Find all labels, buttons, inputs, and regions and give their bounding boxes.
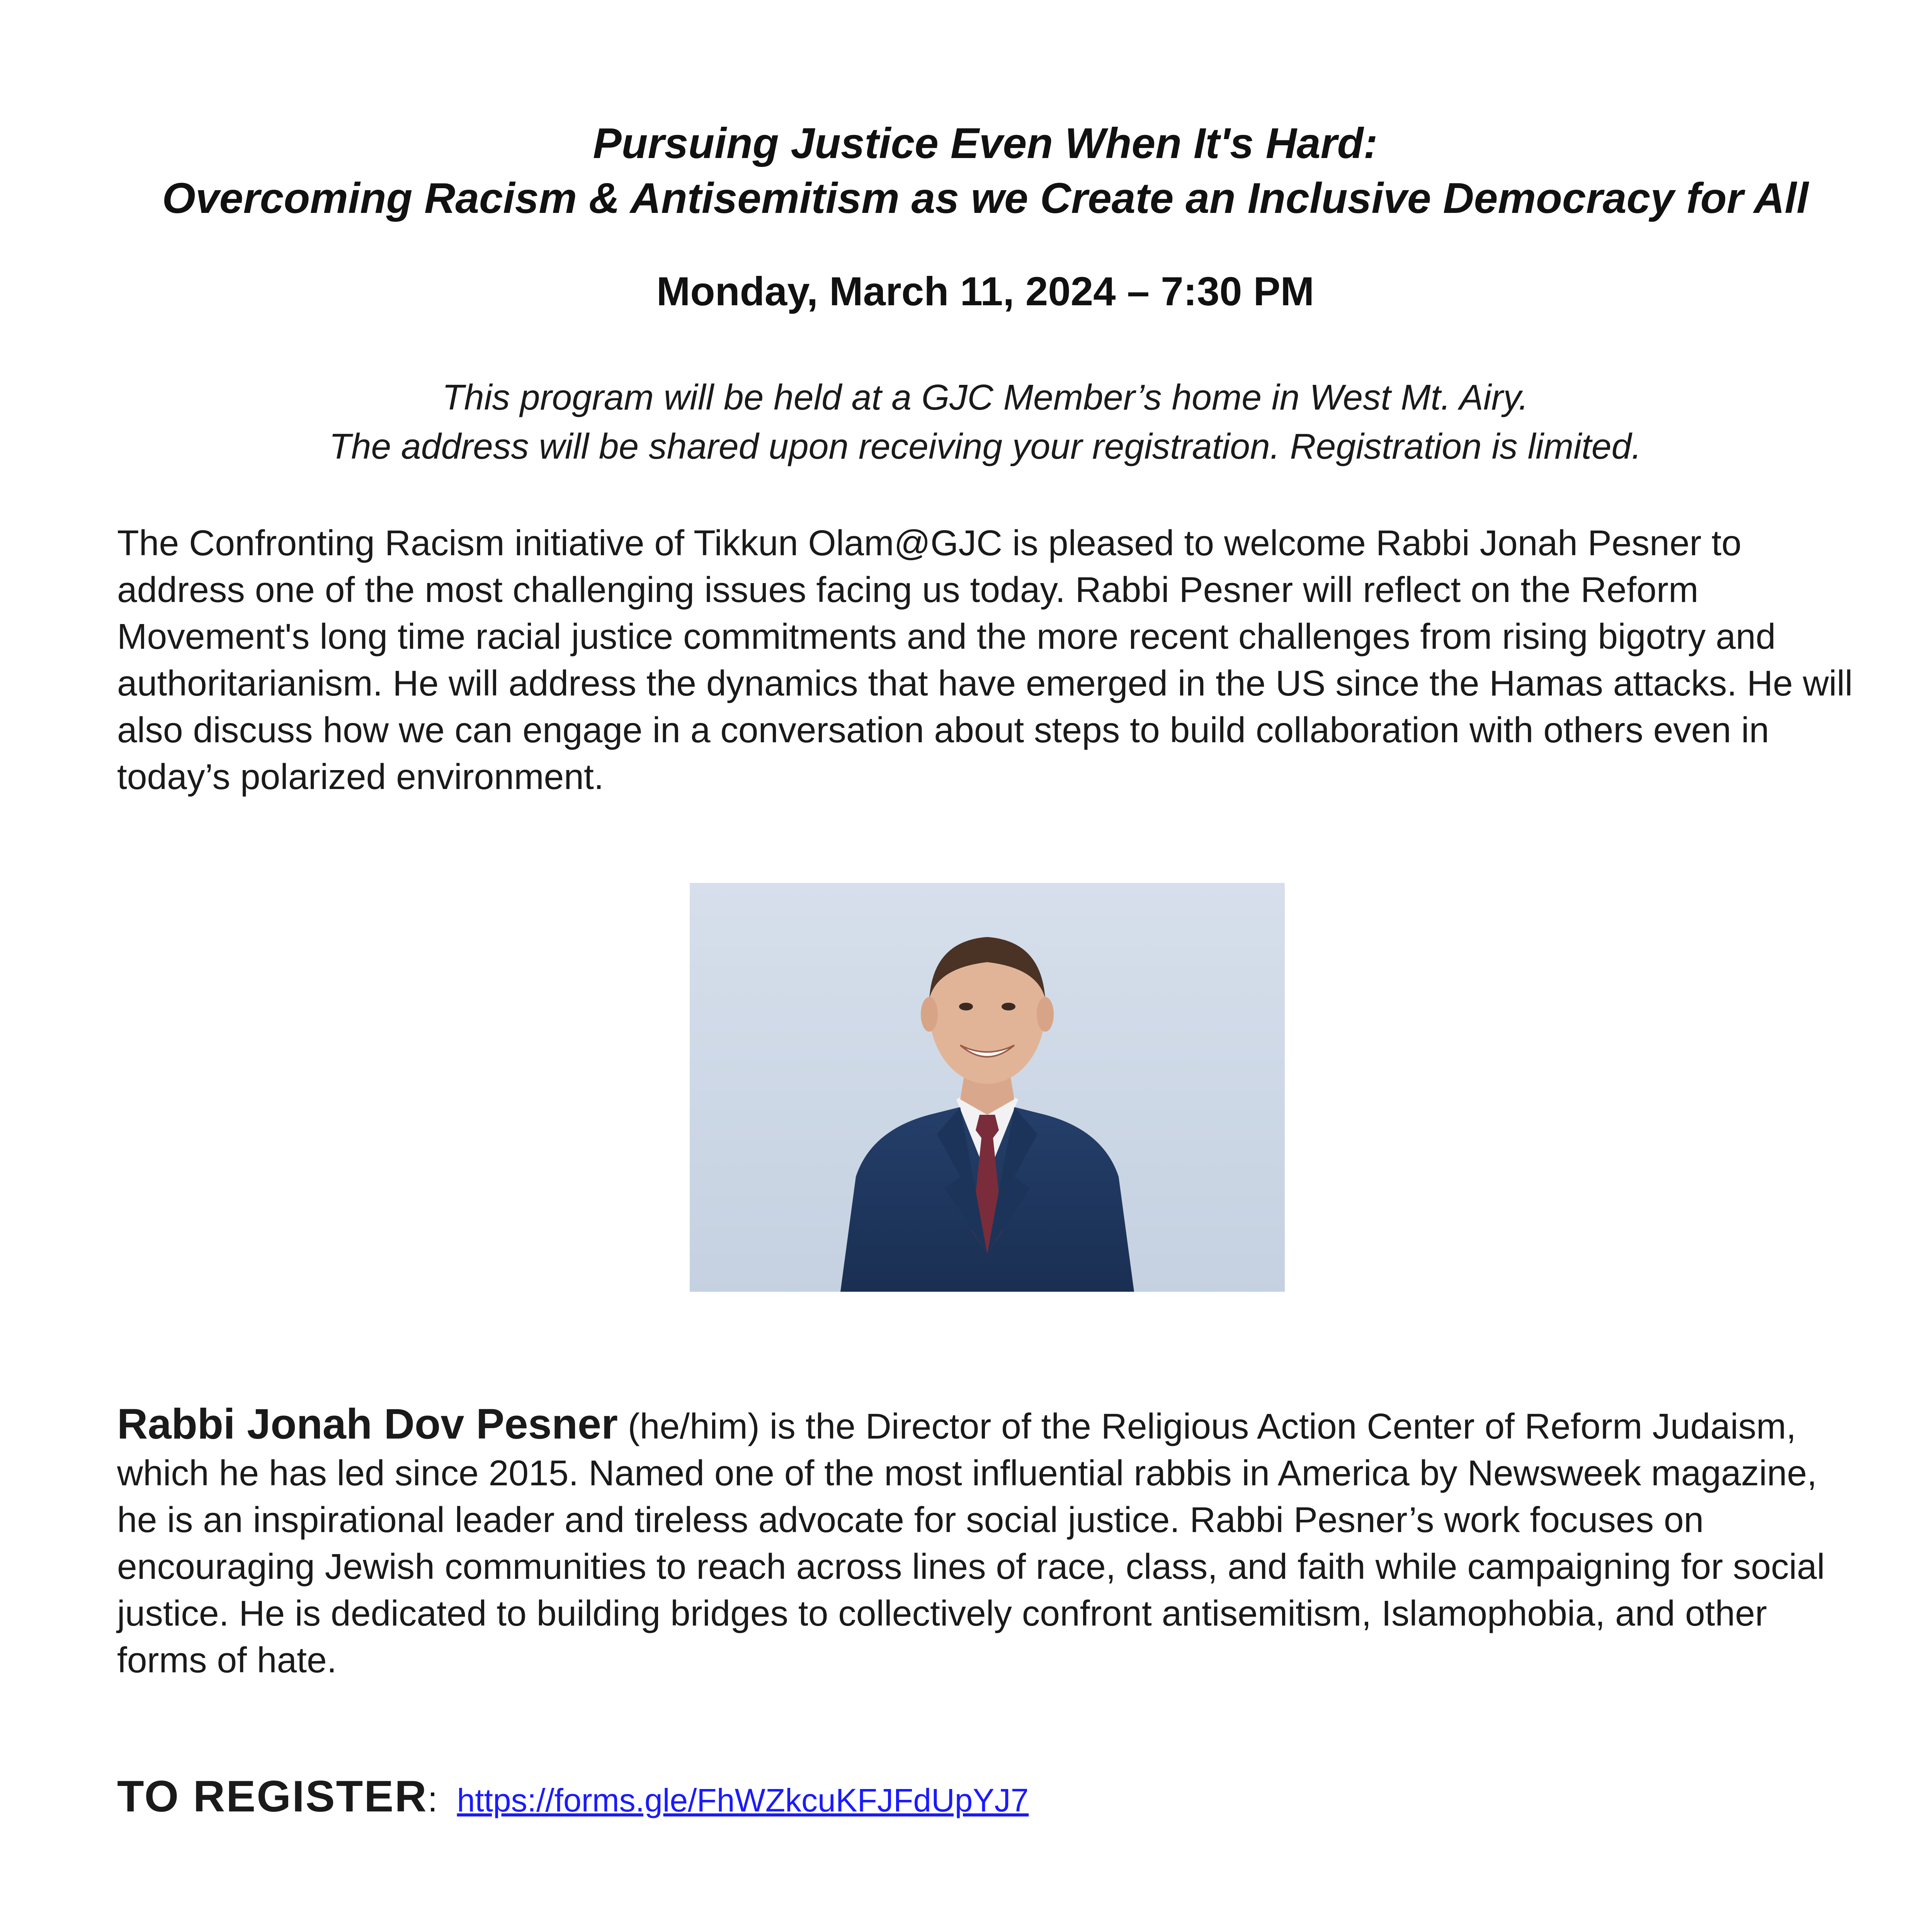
title-line-2: Overcoming Racism & Antisemitism as we Create an Inclusive Democracy for All [162, 174, 1809, 222]
intro-text: The Confronting Racism initiative of Tikkun Olam@GJC is pleased to welcome Rabbi Jonah Pesner to address one of the most challenging issues facing us today. Rabbi Pesner will reflect on the Reform Movement's long time racial justice commitments and the more recent challenges from rising bigotry and authoritarianism. He will address the dynamics that have emerged in the US since the Hamas attacks. He will also discuss how we can engage in a conversation about steps to build collaboration with others even in today’s polarized environment. [117, 523, 1853, 797]
registration-line [117, 1772, 1856, 1825]
speaker-portrait-photo [690, 883, 1285, 1292]
event-title [0, 116, 1932, 226]
intro-paragraph [117, 520, 1856, 800]
portrait-image [690, 883, 1285, 1292]
location-note [0, 373, 1932, 471]
register-colon: : [427, 1779, 438, 1819]
register-label: TO REGISTER [117, 1772, 428, 1821]
speaker-name: Rabbi Jonah Dov Pesner [117, 1400, 618, 1448]
speaker-bio [117, 1401, 1856, 1684]
event-date-time: Monday, March 11, 2024 – 7:30 PM [656, 269, 1315, 314]
location-line-2: The address will be shared upon receiving your registration. Registration is limited. [329, 426, 1642, 466]
bio-text: is the Director of the Religious Action Center of Reform Judaism, which he has led since 2015. Named one of the most influential rabbis in America by Newsweek magazine, he is an inspirational leader and tireless advocate for social justice. Rabbi Pesner’s work focuses on encouraging Jewish communities to reach across lines of race, class, and faith while campaigning for social justice. He is dedicated to building bridges to collectively confront antisemitism, Islamophobia, and other forms of hate. [117, 1406, 1825, 1680]
location-line-1: This program will be held at a GJC Member’s home in West Mt. Airy. [442, 377, 1529, 417]
registration-link[interactable]: https://forms.gle/FhWZkcuKFJFdUpYJ7 [457, 1782, 1029, 1818]
title-line-1: Pursuing Justice Even When It's Hard: [593, 119, 1378, 167]
speaker-pronouns: (he/him) [617, 1406, 760, 1446]
